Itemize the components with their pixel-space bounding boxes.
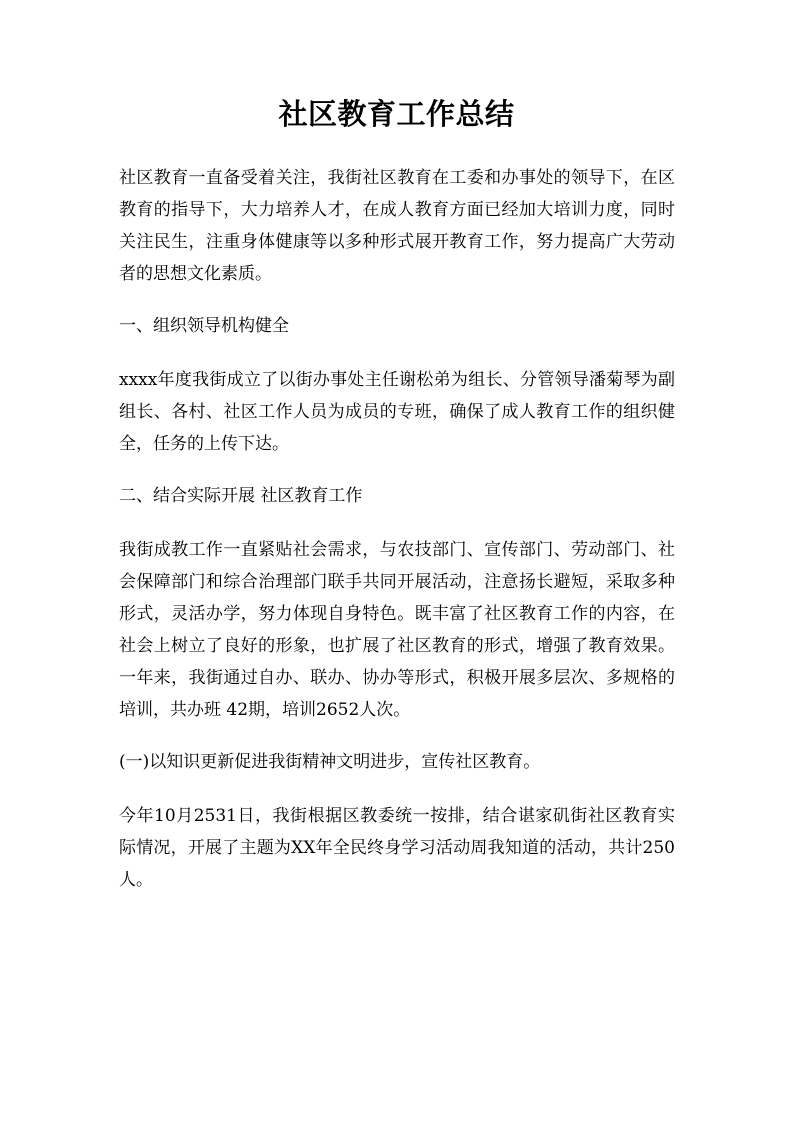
section-heading-2: 二、结合实际开展 社区教育工作	[119, 486, 363, 506]
subsection-heading-1: (一)以知识更新促进我街精神文明进步，宣传社区教育。	[119, 752, 541, 772]
document-body	[119, 162, 675, 916]
body-paragraph: 我街成教工作一直紧贴社会需求，与农技部门、宣传部门、劳动部门、社会保障部门和综合治理部门联手共同开展活动，注意扬长避短，采取多种形式，灵活办学，努力体现自身特色。既丰富了社区教育工作的内容，在社会上树立了良好的形象，也扩展了社区教育的形式，增强了教育效果。一年来，我街通过自办、联办、协办等形式，积极开展多层次、多规格的培训，共办班 42期，培训2652人次。	[119, 540, 675, 720]
intro-paragraph: 社区教育一直备受着关注，我街社区教育在工委和办事处的领导下，在区教育的指导下，大力培养人才，在成人教育方面已经加大培训力度，同时关注民生，注重身体健康等以多种形式展开教育工作，努力提高广大劳动者的思想文化素质。	[119, 168, 675, 284]
body-paragraph: xxxx年度我街成立了以街办事处主任谢松弟为组长、分管领导潘菊琴为副组长、各村、社区工作人员为成员的专班，确保了成人教育工作的组织健全，任务的上传下达。	[119, 370, 675, 454]
document-title: 社区教育工作总结	[278, 97, 515, 131]
section-heading-1: 一、组织领导机构健全	[119, 316, 289, 336]
body-paragraph: 今年10月2531日，我街根据区教委统一按排，结合谌家矶街社区教育实际情况，开展了主题为XX年全民终身学习活动周我知道的活动，共计250人。	[119, 806, 675, 890]
